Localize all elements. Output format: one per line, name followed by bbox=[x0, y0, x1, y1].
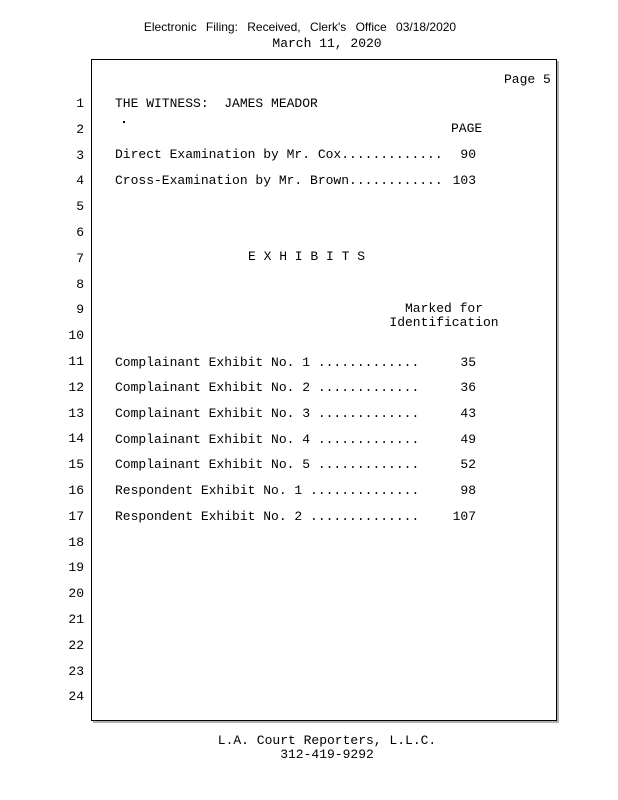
exam-page: 90 bbox=[460, 147, 476, 162]
line-number: 12 bbox=[68, 379, 84, 395]
line-number: 11 bbox=[68, 354, 84, 369]
line-number: 15 bbox=[68, 457, 84, 473]
exhibit-label: Respondent Exhibit No. 1 .............. bbox=[115, 483, 420, 498]
document-date: March 11, 2020 bbox=[272, 36, 382, 51]
exhibit-page: 107 bbox=[452, 509, 476, 524]
exhibit-page: 98 bbox=[460, 483, 476, 498]
line-number: 13 bbox=[68, 405, 84, 421]
line-number: 1 bbox=[76, 96, 84, 111]
page-column-heading: PAGE bbox=[451, 121, 483, 136]
exhibit-label: Complainant Exhibit No. 5 ............. bbox=[115, 457, 420, 472]
exam-label: Cross-Examination by Mr. Brown............ bbox=[115, 173, 443, 188]
page-number: Page 5 bbox=[504, 72, 551, 87]
exhibit-page: 36 bbox=[460, 380, 476, 395]
line-number: 14 bbox=[68, 431, 84, 447]
exhibit-page: 52 bbox=[460, 457, 476, 472]
line-number: 23 bbox=[68, 663, 84, 679]
footer-company: L.A. Court Reporters, L.L.C. bbox=[217, 733, 437, 748]
exhibit-label: Complainant Exhibit No. 4 ............. bbox=[115, 432, 420, 447]
filing-stamp: Electronic Filing: Received, Clerk's Office 03/18/2020 bbox=[143, 20, 457, 34]
line-number: 17 bbox=[68, 508, 84, 524]
line-number: 22 bbox=[68, 637, 84, 653]
line-number: 5 bbox=[76, 199, 84, 215]
line-number: 9 bbox=[76, 302, 84, 318]
line-number: 3 bbox=[76, 147, 84, 163]
line-number: 8 bbox=[76, 276, 84, 292]
line-number: 2 bbox=[76, 121, 84, 137]
exhibit-page: 43 bbox=[460, 406, 476, 421]
line-number: 24 bbox=[68, 689, 84, 705]
line-number: 16 bbox=[68, 483, 84, 498]
footer-phone: 312-419-9292 bbox=[280, 747, 374, 762]
marked-heading-line2: Identification bbox=[389, 315, 499, 330]
line-number: 20 bbox=[68, 586, 84, 602]
exhibit-label: Complainant Exhibit No. 1 ............. bbox=[115, 355, 420, 370]
marked-heading-line1: Marked for bbox=[404, 301, 483, 316]
exhibit-page: 49 bbox=[460, 432, 476, 447]
exam-page: 103 bbox=[452, 173, 476, 188]
line-number: 18 bbox=[68, 534, 84, 550]
line-number: 21 bbox=[68, 612, 84, 627]
exhibit-label: Complainant Exhibit No. 2 ............. bbox=[115, 380, 420, 395]
line-number: 7 bbox=[76, 250, 84, 266]
stray-mark bbox=[123, 121, 125, 123]
line-number: 4 bbox=[76, 173, 84, 189]
exhibits-heading: E X H I B I T S bbox=[248, 249, 366, 264]
exam-label: Direct Examination by Mr. Cox............. bbox=[115, 147, 443, 162]
line-number: 6 bbox=[76, 225, 84, 240]
line-number: 10 bbox=[68, 328, 84, 344]
witness-name: THE WITNESS: JAMES MEADOR bbox=[115, 96, 318, 111]
exhibit-page: 35 bbox=[460, 355, 476, 370]
line-number: 19 bbox=[68, 560, 84, 576]
exhibit-label: Respondent Exhibit No. 2 .............. bbox=[115, 509, 420, 524]
exhibit-label: Complainant Exhibit No. 3 ............. bbox=[115, 406, 420, 421]
